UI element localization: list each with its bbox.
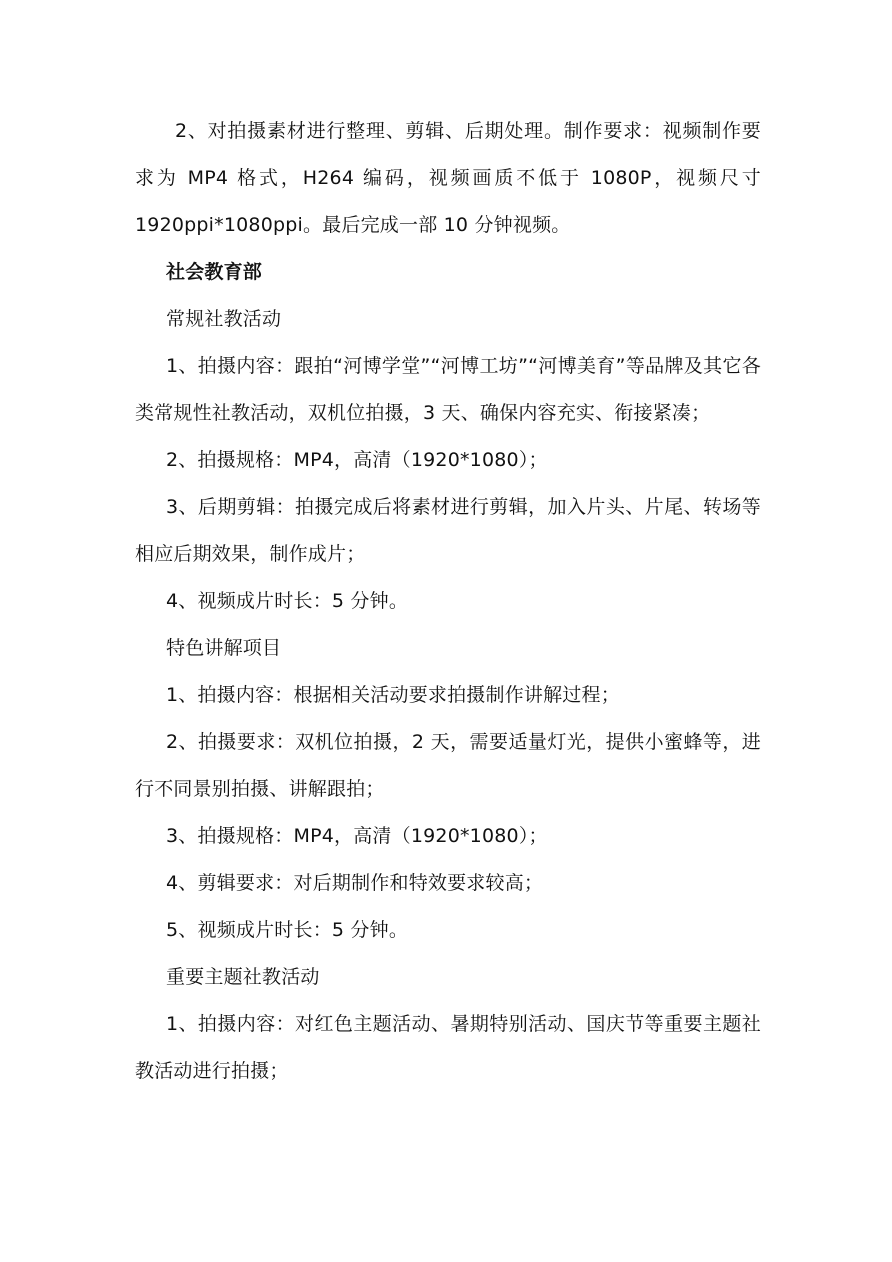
- subheading-guided-tour-project: 特色讲解项目: [166, 637, 282, 659]
- paragraph-tour-editing: 4、剪辑要求：对后期制作和特效要求较高；: [166, 872, 544, 894]
- paragraph-editing-requirements: 2、对拍摄素材进行整理、剪辑、后期处理。制作要求：视频制作要求为 MP4 格式，H264 编码，视频画质不低于 1080P，视频尺寸1920ppi*1080ppi。最后完成一部 10 分钟视频。: [135, 120, 761, 236]
- paragraph-regular-duration: 4、视频成片时长：5 分钟。: [166, 590, 409, 612]
- paragraph-regular-post-editing: 3、后期剪辑：拍摄完成后将素材进行剪辑，加入片头、片尾、转场等相应后期效果，制作成片；: [135, 496, 761, 565]
- paragraph-regular-content: 1、拍摄内容：跟拍“河博学堂”“河博工坊”“河博美育”等品牌及其它各类常规性社教活动，双机位拍摄，3 天、确保内容充实、衔接紧凑；: [135, 355, 761, 424]
- paragraph-tour-requirements: 2、拍摄要求：双机位拍摄，2 天，需要适量灯光，提供小蜜蜂等，进行不同景别拍摄、讲解跟拍；: [135, 731, 761, 800]
- paragraph-tour-content: 1、拍摄内容：根据相关活动要求拍摄制作讲解过程；: [166, 684, 620, 706]
- paragraph-regular-spec: 2、拍摄规格：MP4，高清（1920*1080）；: [166, 449, 548, 471]
- subheading-regular-activities: 常规社教活动: [166, 308, 282, 330]
- document-body: [135, 108, 761, 1095]
- paragraph-tour-spec: 3、拍摄规格：MP4，高清（1920*1080）；: [166, 825, 548, 847]
- paragraph-tour-duration: 5、视频成片时长：5 分钟。: [166, 919, 409, 941]
- subheading-key-theme-activities: 重要主题社教活动: [166, 966, 320, 988]
- paragraph-theme-content: 1、拍摄内容：对红色主题活动、暑期特别活动、国庆节等重要主题社教活动进行拍摄；: [135, 1013, 761, 1082]
- section-heading-social-education: 社会教育部: [166, 261, 263, 283]
